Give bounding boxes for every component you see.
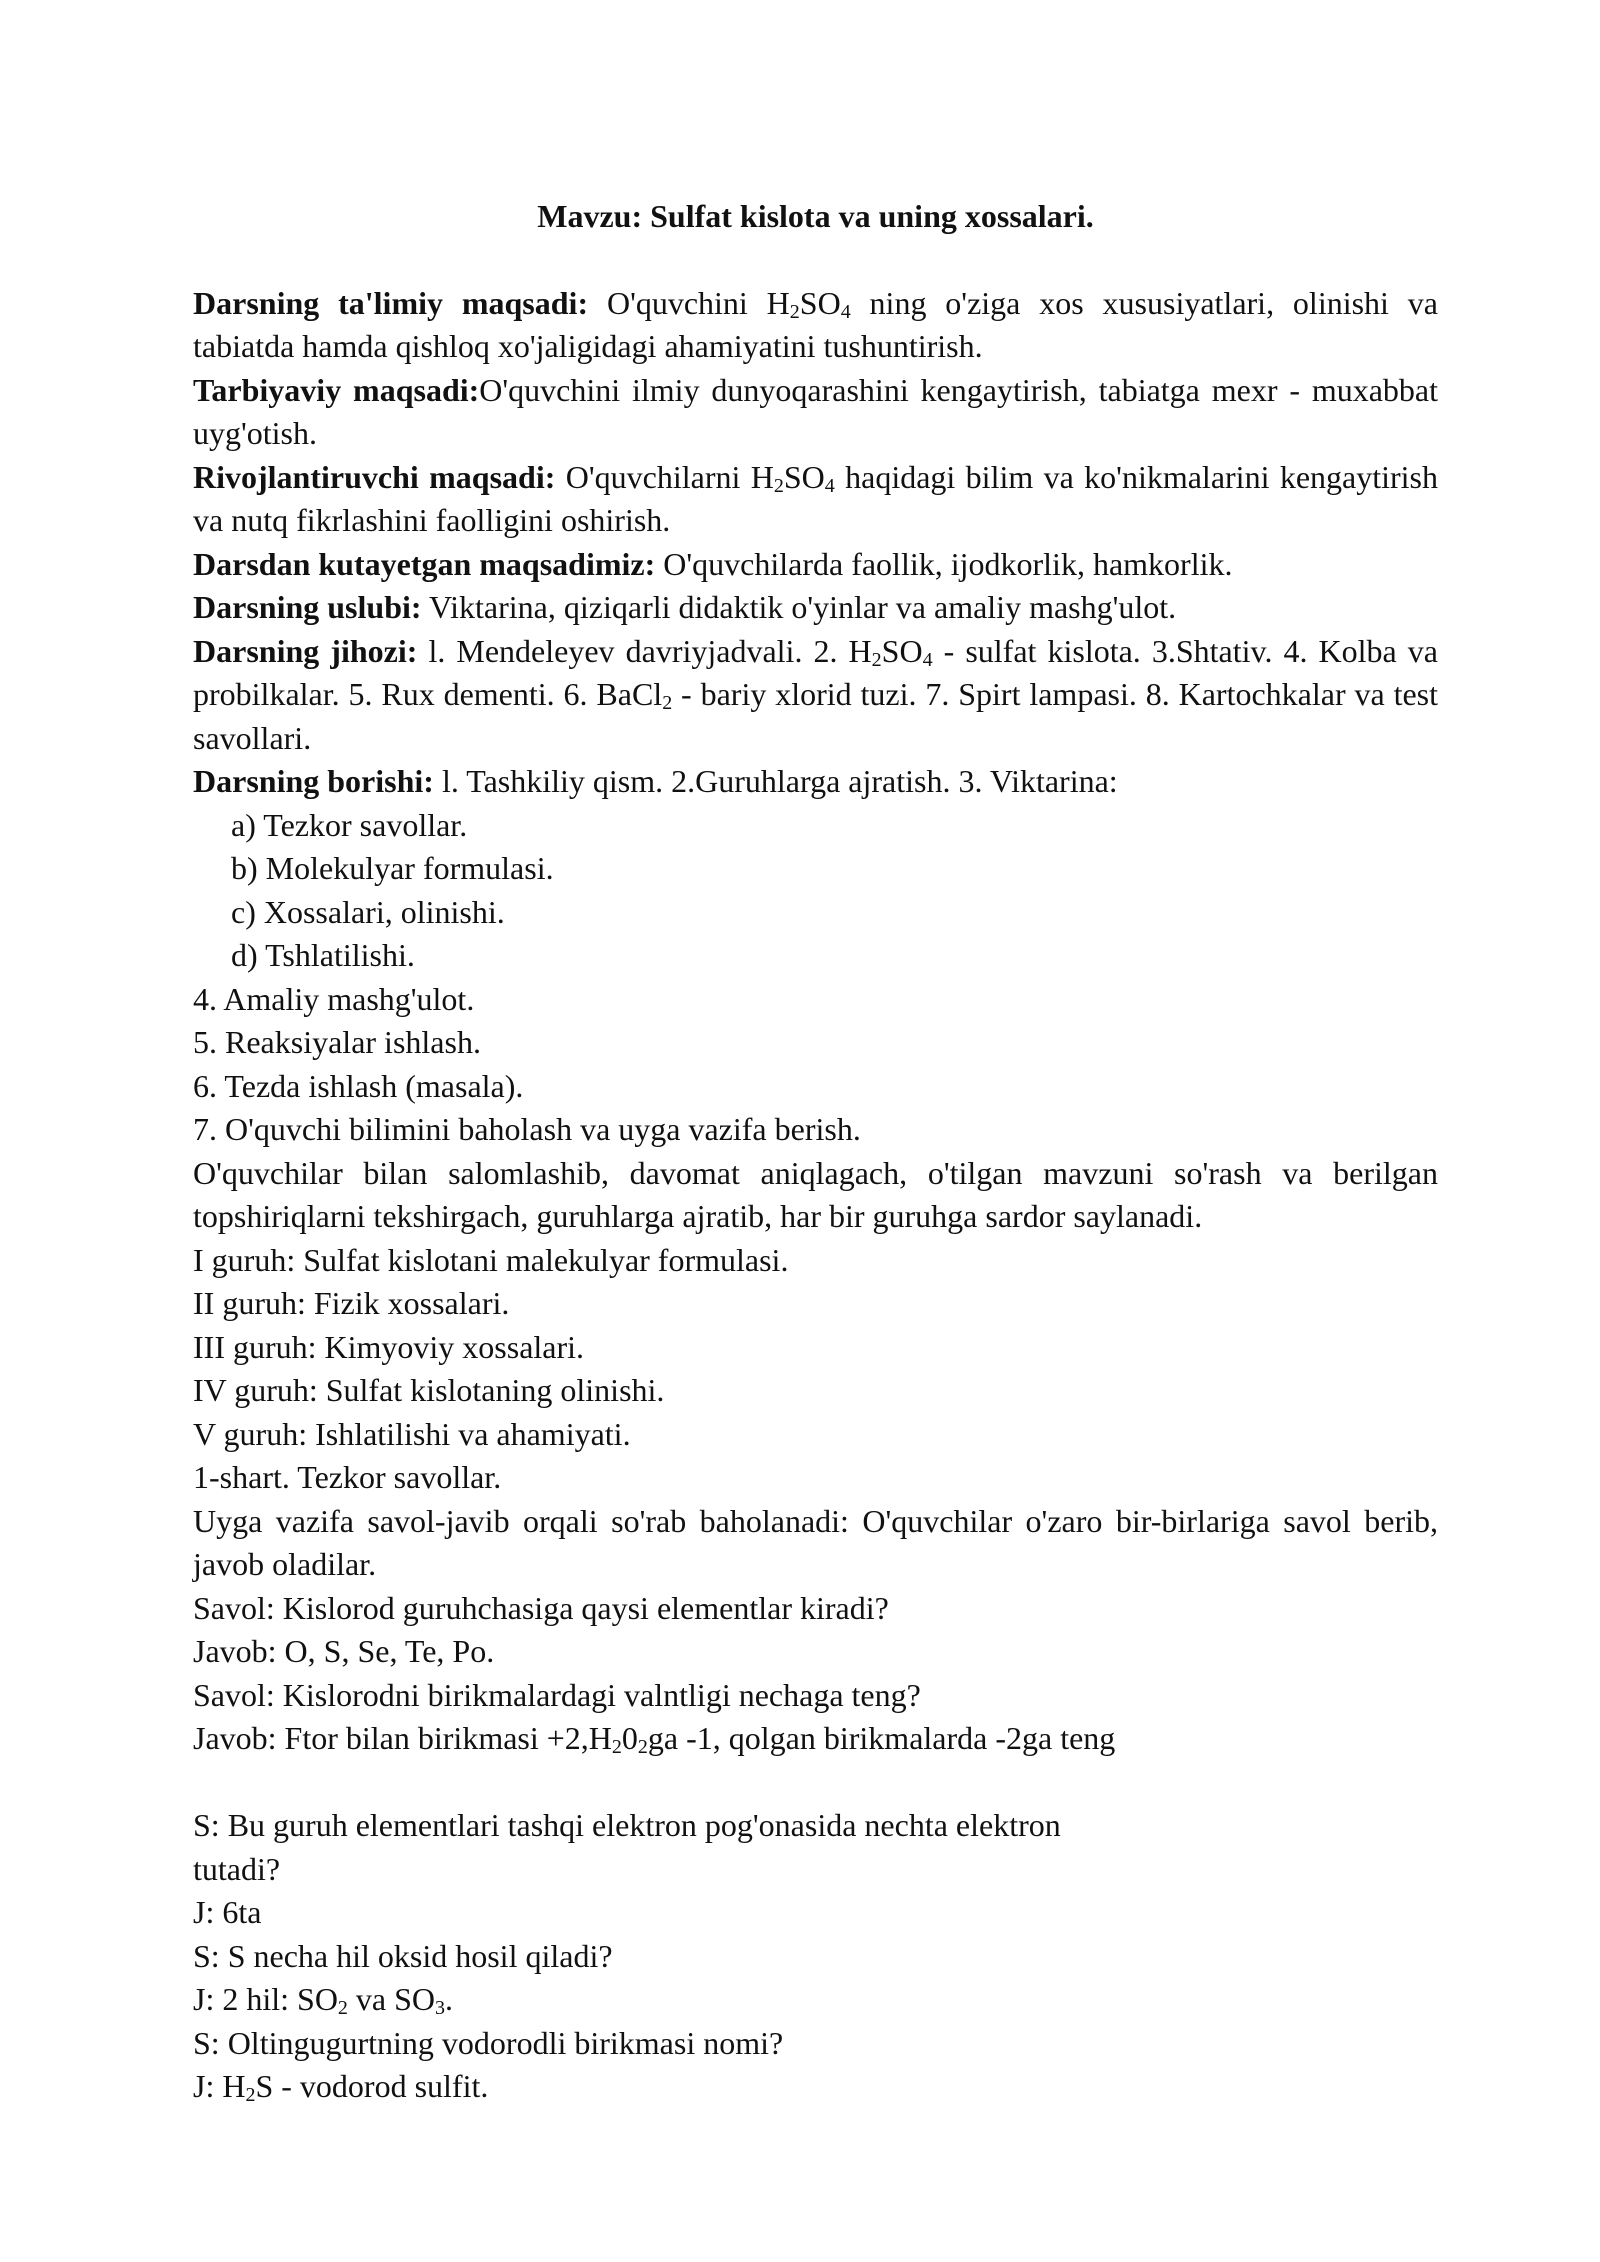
question: S: Oltingugurtning vodorodli birikmasi nomi? bbox=[193, 2024, 784, 2061]
subscript: 4 bbox=[922, 648, 933, 671]
list-item: d) Tshlatilishi. bbox=[231, 937, 415, 973]
answer bbox=[193, 2065, 1438, 2109]
list-item: c) Xossalari, olinishi. bbox=[231, 893, 505, 930]
text: SO bbox=[783, 458, 825, 495]
text: l. Mendeleyev davriyjadvali. 2. H bbox=[417, 632, 872, 669]
subscript: 3 bbox=[435, 1997, 446, 2019]
subscript: 2 bbox=[662, 692, 673, 714]
answer bbox=[193, 1978, 1438, 2022]
paragraph-kutayetgan-maqsad bbox=[193, 543, 1438, 587]
intro-paragraph: O'quvchilar bilan salomlashib, davomat aniqlagach, o'tilgan mavzuni so'rash va berilgan topshiriqlarni tekshirgach, guruhlarga ajratib, har bir guruhga sardor saylanadi. bbox=[193, 1154, 1438, 1234]
paragraph-rivojlantiruvchi-maqsad bbox=[193, 456, 1438, 543]
text: J: 2 hil: SO bbox=[193, 1981, 338, 2017]
label-talimiy: Darsning ta'limiy maqsadi: bbox=[193, 284, 589, 321]
question: S: S necha hil oksid hosil qiladi? bbox=[193, 1937, 613, 1974]
label-uslubi: Darsning uslubi: bbox=[193, 589, 422, 625]
paragraph-uslubi bbox=[193, 586, 1438, 630]
text: ning o'ziga xos xususiyatlari, olinishi va tabiatda hamda qishloq xo'jaligidagi ahamiyatini tushuntirish. bbox=[193, 284, 1438, 364]
subscript: 2 bbox=[611, 1736, 622, 1758]
text: O'quvchini ilmiy dunyoqarashini kengaytirish, tabiatga mexr - muxabbat uyg'otish. bbox=[193, 371, 1439, 451]
question: S: Bu guruh elementlari tashqi elektron pog'onasida nechta elektron bbox=[193, 1807, 1061, 1843]
label-tarbiyaviy: Tarbiyaviy maqsadi: bbox=[193, 371, 480, 408]
text: J: H bbox=[193, 2068, 246, 2104]
text: O'quvchilarda faollik, ijodkorlik, hamkorlik. bbox=[655, 545, 1233, 582]
label-jihozi: Darsning jihozi: bbox=[193, 632, 418, 669]
text: va SO bbox=[347, 1981, 436, 2017]
text: O'quvchini H bbox=[588, 284, 790, 321]
text: SO bbox=[799, 284, 841, 321]
paragraph-tarbiyaviy-maqsad bbox=[193, 369, 1438, 456]
step-item: 5. Reaksiyalar ishlash. bbox=[193, 1024, 481, 1060]
shart-line: 1-shart. Tezkor savollar. bbox=[193, 1459, 502, 1495]
text: ga -1, qolgan birikmalarda -2ga teng bbox=[647, 1720, 1116, 1756]
document-page bbox=[193, 195, 1438, 2109]
label-kutayetgan: Darsdan kutayetgan maqsadimiz: bbox=[193, 545, 656, 582]
page-title: Mavzu: Sulfat kislota va uning xossalari. bbox=[537, 198, 1094, 234]
text: - sulfat kislota. 3.Shtativ. 4. Kolba va probilkalar. 5. Rux dementi. 6. BaCl bbox=[193, 632, 1439, 712]
subscript: 2 bbox=[871, 648, 882, 671]
question-continued: tutadi? bbox=[193, 1850, 281, 1887]
group-item: III guruh: Kimyoviy xossalari. bbox=[193, 1328, 585, 1365]
subscript: 4 bbox=[840, 300, 851, 323]
list-item: b) Molekulyar formulasi. bbox=[231, 850, 554, 886]
subscript: 2 bbox=[773, 474, 784, 497]
group-item: II guruh: Fizik xossalari. bbox=[193, 1285, 510, 1321]
step-item: 7. O'quvchi bilimini baholash va uyga vazifa berish. bbox=[193, 1111, 861, 1147]
text: - bariy xlorid tuzi. 7. Spirt lampasi. 8. Kartochkalar va test savollari. bbox=[193, 676, 1439, 756]
list-item: a) Tezkor savollar. bbox=[231, 806, 468, 843]
question: Savol: Kislorod guruhchasiga qaysi elementlar kiradi? bbox=[193, 1589, 889, 1626]
text: haqidagi bilim va ko'nikmalarini kengaytirish va nutq fikrlashini faolligini oshirish. bbox=[193, 458, 1439, 538]
question: Savol: Kislorodni birikmalardagi valntligi nechaga teng? bbox=[193, 1676, 921, 1713]
group-item: I guruh: Sulfat kislotani malekulyar formulasi. bbox=[193, 1241, 789, 1278]
answer bbox=[193, 1717, 1438, 1761]
answer: J: 6ta bbox=[193, 1894, 262, 1930]
group-item: V guruh: Ishlatilishi va ahamiyati. bbox=[193, 1415, 631, 1452]
text: . bbox=[445, 1981, 454, 2017]
text: l. Tashkiliy qism. 2.Guruhlarga ajratish. 3. Viktarina: bbox=[433, 763, 1118, 799]
subscript: 2 bbox=[245, 2084, 256, 2106]
spacer bbox=[193, 1761, 1438, 1805]
text: S - vodorod sulfit. bbox=[255, 2068, 489, 2104]
paragraph-jihozi bbox=[193, 630, 1438, 761]
paragraph-talimiy-maqsad bbox=[193, 282, 1438, 369]
text: Javob: Ftor bilan birikmasi +2,H bbox=[193, 1720, 612, 1756]
answer: Javob: O, S, Se, Te, Po. bbox=[193, 1633, 495, 1669]
subscript: 2 bbox=[337, 1997, 348, 2019]
subscript: 4 bbox=[824, 474, 835, 497]
label-borishi: Darsning borishi: bbox=[193, 763, 434, 799]
text: 0 bbox=[621, 1720, 638, 1756]
text: SO bbox=[881, 632, 923, 669]
text: O'quvchilarni H bbox=[555, 458, 774, 495]
text: Viktarina, qiziqarli didaktik o'yinlar va amaliy mashg'ulot. bbox=[421, 589, 1177, 625]
label-rivojlantiruvchi: Rivojlantiruvchi maqsadi: bbox=[193, 458, 556, 495]
subscript: 2 bbox=[789, 300, 800, 323]
subscript: 2 bbox=[637, 1736, 648, 1758]
paragraph-borishi bbox=[193, 760, 1438, 804]
homework-paragraph: Uyga vazifa savol-javib orqali so'rab baholanadi: O'quvchilar o'zaro bir-birlariga savol berib, javob oladilar. bbox=[193, 1502, 1438, 1582]
step-item: 6. Tezda ishlash (masala). bbox=[193, 1067, 524, 1104]
step-item: 4. Amaliy mashg'ulot. bbox=[193, 980, 475, 1017]
group-item: IV guruh: Sulfat kislotaning olinishi. bbox=[193, 1372, 665, 1408]
